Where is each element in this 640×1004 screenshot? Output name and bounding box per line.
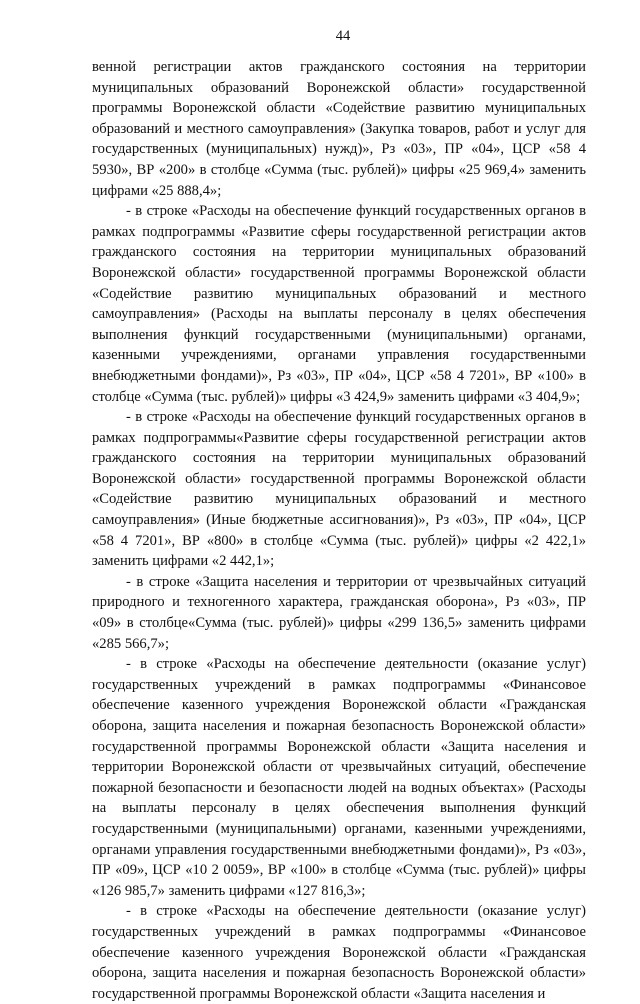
document-body [92,57,586,1004]
paragraph-amendment-2: - в строке «Расходы на обеспечение функций государственных органов в рамках подпрограммы«Развитие сферы государственной регистрации актов гражданского состояния на территории муниципальных образований Воронежской области» государственной программы Воронежской области «Содействие развитию муниципальных образований и местного самоуправления» (Иные бюджетные ассигнования)», Рз «03», ПР «04», ЦСР «58 4 7201», ВР «800» в столбце «Сумма (тыс. рублей)» цифры «2 422,1» заменить цифрами «2 442,1»; [92,409,586,570]
paragraph-amendment-5: - в строке «Расходы на обеспечение деятельности (оказание услуг) государственных учреждений в рамках подпрограммы «Финансовое обеспечение казенного учреждения Воронежской области «Гражданская оборона, защита населения и пожарная безопасность Воронежской области» государственной программы Воронежской области «Защита населения и [92,903,586,1002]
paragraph-amendment-4: - в строке «Расходы на обеспечение деятельности (оказание услуг) государственных учреждений в рамках подпрограммы «Финансовое обеспечение казенного учреждения Воронежской области «Гражданская оборона, защита населения и пожарная безопасность Воронежской области» государственной программы Воронежской области «Защита населения и территории Воронежской области от чрезвычайных ситуаций, обеспечение пожарной безопасности и безопасности людей на водных объектах» (Расходы на выплаты персоналу в целях обеспечения выполнения функций государственными (муниципальными) органами, казенными учреждениями, органами управления государственными внебюджетными фондами)», Рз «03», ПР «09», ЦСР «10 2 0059», ВР «100» в столбце «Сумма (тыс. рублей)» цифры «126 985,7» заменить цифрами «127 816,3»; [92,656,586,899]
paragraph-continuation: венной регистрации актов гражданского состояния на территории муниципальных образований Воронежской области» государственной программы Воронежской области «Содействие развитию муниципальных образований и местного самоуправления» (Закупка товаров, работ и услуг для государственных (муниципальных) нужд)», Рз «03», ПР «04», ЦСР «58 4 5930», ВР «200» в столбце «Сумма (тыс. рублей)» цифры «25 969,4» заменить цифрами «25 888,4»; [92,59,586,199]
paragraph-amendment-1: - в строке «Расходы на обеспечение функций государственных органов в рамках подпрограммы «Развитие сферы государственной регистрации актов гражданского состояния на территории муниципальных образований Воронежской области» государственной программы Воронежской области «Содействие развитию муниципальных образований и местного самоуправления» (Расходы на выплаты персоналу в целях обеспечения выполнения функций государственными (муниципальными) органами, казенными учреждениями, органами управления государственными внебюджетными фондами)», Рз «03», ПР «04», ЦСР «58 4 7201», ВР «100» в столбце «Сумма (тыс. рублей)» цифры «3 424,9» заменить цифрами «3 404,9»; [92,203,586,405]
page-number: 44 [335,28,351,44]
paragraph-amendment-3: - в строке «Защита населения и территории от чрезвычайных ситуаций природного и техногенного характера, гражданская оборона», Рз «03», ПР «09» в столбце«Сумма (тыс. рублей)» цифры «299 136,5» заменить цифрами «285 566,7»; [92,573,586,652]
